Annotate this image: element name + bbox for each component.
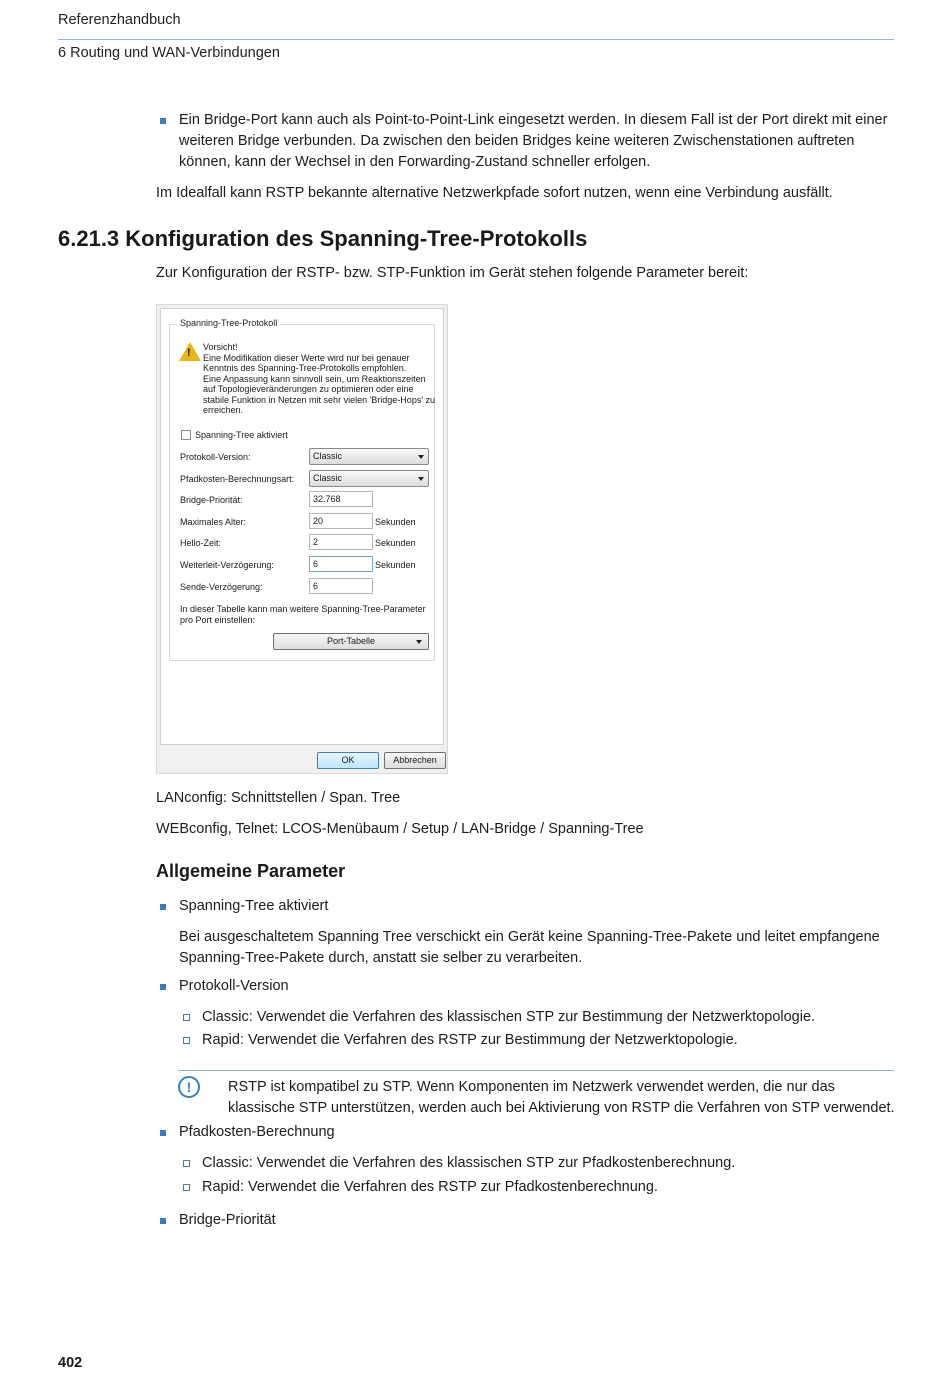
item-spanning-tree-title: Spanning-Tree aktiviert (179, 898, 329, 914)
bullet-icon (160, 1218, 166, 1224)
spanning-tree-checkbox-label: Spanning-Tree aktiviert (195, 430, 288, 440)
send-delay-input[interactable]: 6 (309, 578, 373, 594)
item-pathcost-classic: Classic: Verwendet die Verfahren des klassischen STP zur Pfadkostenberechnung. (202, 1155, 736, 1171)
item-bridge-priority-title: Bridge-Priorität (179, 1212, 276, 1228)
running-header-chapter: 6 Routing und WAN-Verbindungen (58, 45, 280, 61)
port-table-note (180, 604, 426, 625)
chevron-down-icon (418, 455, 424, 459)
warning-line: auf Topologieveränderungen zu optimieren oder eine (203, 384, 414, 394)
port-table-button[interactable] (273, 633, 429, 650)
spanning-tree-checkbox[interactable] (181, 430, 191, 440)
item-protocol-title: Protokoll-Version (179, 978, 289, 994)
pathcost-value: Classic (313, 473, 343, 483)
max-age-input[interactable]: 20 (309, 513, 373, 529)
item-pathcost-title: Pfadkosten-Berechnung (179, 1124, 335, 1140)
bullet-icon (160, 118, 166, 124)
warning-text (203, 342, 435, 416)
bridge-priority-input[interactable]: 32.768 (309, 491, 373, 507)
warning-line: Eine Modifikation dieser Werte wird nur bei genauer (203, 352, 410, 363)
protocol-version-value: Classic (313, 451, 343, 461)
note-rule (178, 1070, 894, 1071)
warning-line: Eine Anpassung kann sinnvoll sein, um Reaktionszeiten (203, 373, 426, 384)
hello-time-label: Hello-Zeit: (180, 538, 222, 548)
cancel-button[interactable]: Abbrechen (384, 752, 446, 769)
sub-bullet-icon (183, 1014, 190, 1021)
lanconfig-path: LANconfig: Schnittstellen / Span. Tree (156, 790, 401, 806)
spanning-tree-dialog (156, 304, 448, 774)
chevron-down-icon (418, 477, 424, 481)
chevron-down-icon (416, 640, 422, 644)
dialog-group-title: Spanning-Tree-Protokoll (177, 318, 280, 328)
sub-bullet-icon (183, 1037, 190, 1044)
webconfig-path: WEBconfig, Telnet: LCOS-Menübaum / Setup / LAN-Bridge / Spanning-Tree (156, 821, 644, 837)
bridge-priority-label: Bridge-Priorität: (180, 495, 243, 505)
page-number: 402 (58, 1355, 83, 1371)
port-table-note-line: pro Port einstellen: (180, 614, 256, 625)
forward-delay-unit: Sekunden (375, 560, 416, 570)
bullet-icon (160, 1130, 166, 1136)
intro-paragraph: Im Idealfall kann RSTP bekannte alternative Netzwerkpfade sofort nutzen, wenn eine Verbindung ausfällt. (156, 185, 833, 201)
general-parameters-heading: Allgemeine Parameter (156, 861, 346, 881)
max-age-label: Maximales Alter: (180, 517, 247, 527)
send-delay-label: Sende-Verzögerung: (180, 582, 263, 592)
warning-line: Kenntnis des Spanning-Tree-Protokolls empfohlen. (203, 363, 407, 373)
running-header-title: Referenzhandbuch (58, 12, 181, 28)
hello-time-unit: Sekunden (375, 538, 416, 548)
warning-line: stabile Funktion in Netzen mit sehr vielen 'Bridge-Hops' zu (203, 394, 436, 405)
dialog-panel (160, 308, 444, 745)
max-age-unit: Sekunden (375, 517, 416, 527)
protocol-version-select[interactable] (309, 448, 429, 465)
item-spanning-tree-desc: Bei ausgeschaltetem Spanning Tree verschickt ein Gerät keine Spanning-Tree-Pakete und leitet empfangene Spanning-Tree-Pakete durch, anstatt sie selber zu verarbeiten. (179, 929, 880, 966)
pathcost-label: Pfadkosten-Berechnungsart: (180, 474, 295, 484)
port-table-button-label: Port-Tabelle (326, 636, 376, 646)
pathcost-select[interactable] (309, 470, 429, 487)
item-protocol-rapid: Rapid: Verwendet die Verfahren des RSTP zur Bestimmung der Netzwerktopologie. (202, 1032, 738, 1048)
item-pathcost-rapid: Rapid: Verwendet die Verfahren des RSTP zur Pfadkostenberechnung. (202, 1179, 658, 1195)
hello-time-input[interactable]: 2 (309, 534, 373, 550)
bullet-icon (160, 984, 166, 990)
warning-line: Vorsicht! (203, 342, 238, 352)
section-heading: 6.21.3 Konfiguration des Spanning-Tree-Protokolls (58, 226, 588, 251)
info-icon: ! (178, 1076, 200, 1098)
sub-bullet-icon (183, 1160, 190, 1167)
header-rule (58, 39, 894, 40)
ok-button[interactable]: OK (317, 752, 379, 769)
forward-delay-input[interactable]: 6 (309, 556, 373, 572)
intro-bullet-text: Ein Bridge-Port kann auch als Point-to-Point-Link eingesetzt werden. In diesem Fall ist der Port direkt mit einer weiteren Bridge verbunden. Da zwischen den beiden Bridges keine weiteren Zwischenstationen auftreten können, kann der Wechsel in den Forwarding-Zustand schneller erfolgen. (179, 112, 888, 170)
port-table-note-line: In dieser Tabelle kann man weitere Spanning-Tree-Parameter (180, 604, 426, 614)
item-protocol-classic: Classic: Verwendet die Verfahren des klassischen STP zur Bestimmung der Netzwerktopologie. (202, 1009, 816, 1025)
bullet-icon (160, 904, 166, 910)
compatibility-note: RSTP ist kompatibel zu STP. Wenn Komponenten im Netzwerk verwendet werden, die nur das klassische STP unterstützen, werden auch bei Aktivierung von RSTP die Verfahren von STP verwendet. (228, 1079, 895, 1116)
section-lead: Zur Konfiguration der RSTP- bzw. STP-Funktion im Gerät stehen folgende Parameter bereit: (156, 265, 749, 281)
warning-line: erreichen. (203, 405, 244, 415)
protocol-version-label: Protokoll-Version: (180, 452, 251, 462)
warning-exclamation: ! (187, 347, 191, 359)
sub-bullet-icon (183, 1184, 190, 1191)
forward-delay-label: Weiterleit-Verzögerung: (180, 560, 274, 570)
